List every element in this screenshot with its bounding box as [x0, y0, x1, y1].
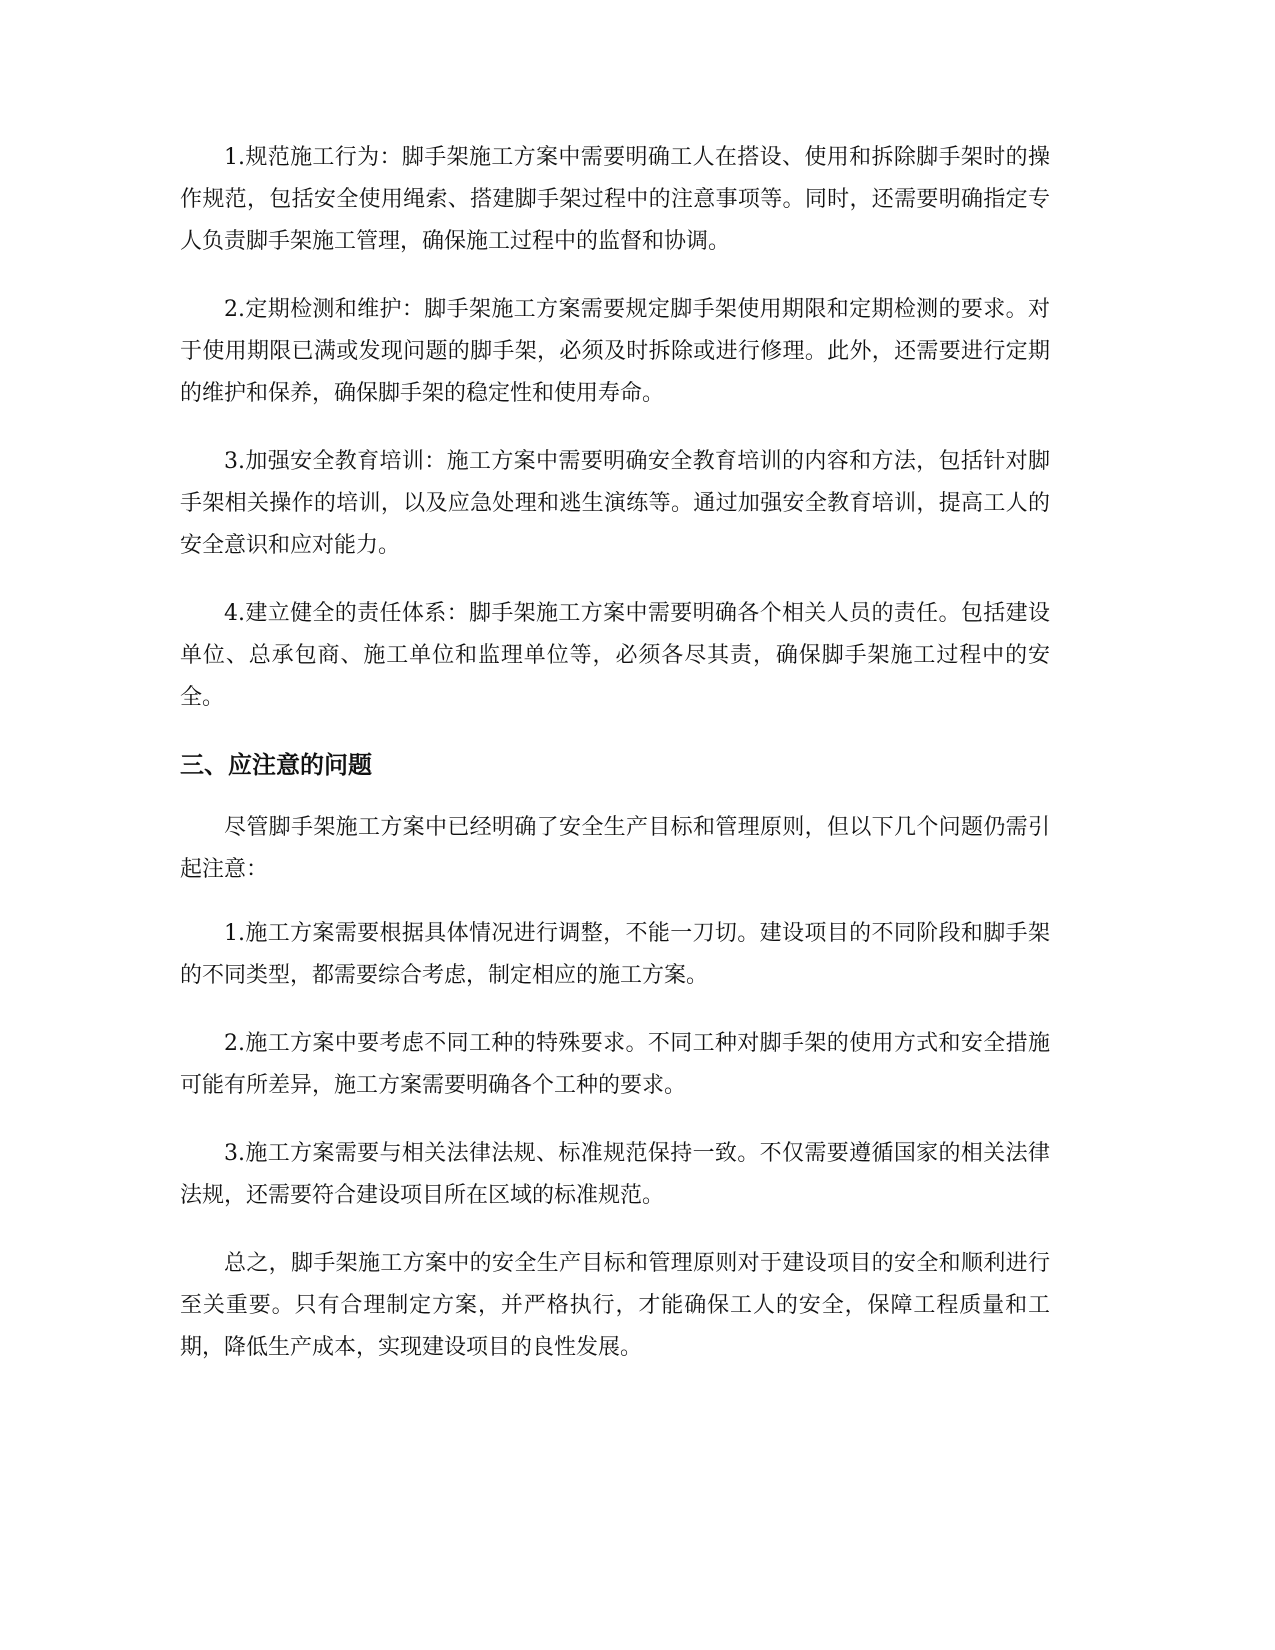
paragraph-safety-training: 3.加强安全教育培训：施工方案中需要明确安全教育培训的内容和方法，包括针对脚手架相关操作的培训，以及应急处理和逃生演练等。通过加强安全教育培训，提高工人的安全意识和应对能力。 — [180, 449, 1050, 558]
section-heading-issues: 三、应注意的问题 — [180, 751, 372, 779]
paragraph-conclusion: 总之，脚手架施工方案中的安全生产目标和管理原则对于建设项目的安全和顺利进行至关重要。只有合理制定方案，并严格执行，才能确保工人的安全，保障工程质量和工期，降低生产成本，实现建设项目的良性发展。 — [180, 1251, 1050, 1360]
paragraph-responsibility-system: 4.建立健全的责任体系：脚手架施工方案中需要明确各个相关人员的责任。包括建设单位、总承包商、施工单位和监理单位等，必须各尽其责，确保脚手架施工过程中的安全。 — [180, 601, 1050, 710]
paragraph-issue-trade-requirements: 2.施工方案中要考虑不同工种的特殊要求。不同工种对脚手架的使用方式和安全措施可能有所差异，施工方案需要明确各个工种的要求。 — [180, 1031, 1050, 1098]
paragraph-regulate-construction: 1.规范施工行为：脚手架施工方案中需要明确工人在搭设、使用和拆除脚手架时的操作规范，包括安全使用绳索、搭建脚手架过程中的注意事项等。同时，还需要明确指定专人负责脚手架施工管理，确保施工过程中的监督和协调。 — [180, 145, 1050, 254]
paragraph-issue-legal-compliance: 3.施工方案需要与相关法律法规、标准规范保持一致。不仅需要遵循国家的相关法律法规，还需要符合建设项目所在区域的标准规范。 — [180, 1141, 1050, 1208]
document-page — [180, 137, 1050, 1395]
paragraph-issue-adjust-plan: 1.施工方案需要根据具体情况进行调整，不能一刀切。建设项目的不同阶段和脚手架的不同类型，都需要综合考虑，制定相应的施工方案。 — [180, 921, 1050, 988]
paragraph-issues-intro: 尽管脚手架施工方案中已经明确了安全生产目标和管理原则，但以下几个问题仍需引起注意： — [180, 815, 1050, 882]
paragraph-periodic-inspection: 2.定期检测和维护：脚手架施工方案需要规定脚手架使用期限和定期检测的要求。对于使用期限已满或发现问题的脚手架，必须及时拆除或进行修理。此外，还需要进行定期的维护和保养，确保脚手架的稳定性和使用寿命。 — [180, 297, 1050, 406]
